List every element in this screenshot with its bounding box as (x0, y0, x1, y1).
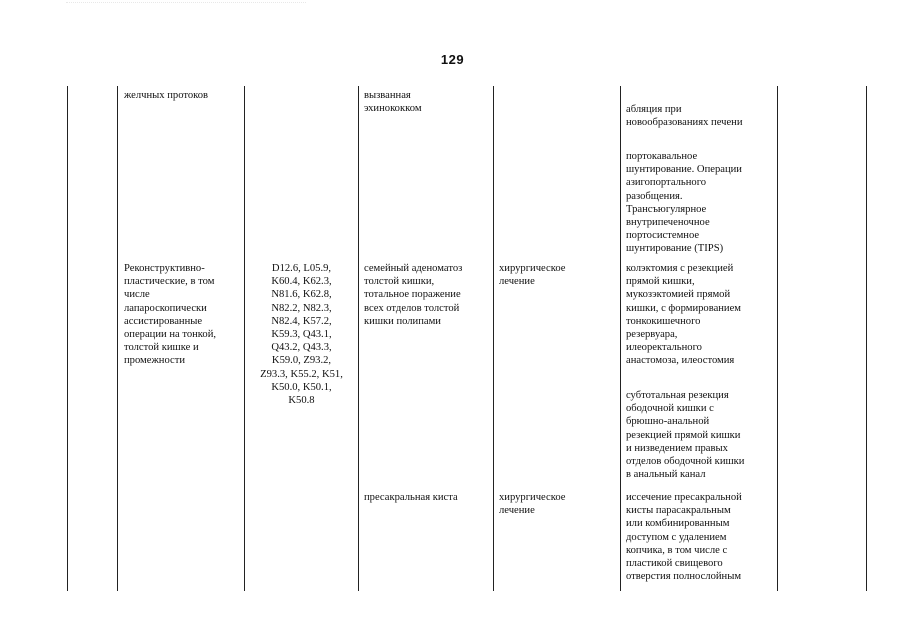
method-subtotal-resection: субтотальная резекция ободочной кишки с брюшно-анальной резекцией прямой кишки и низведением правых отделов ободочной кишки в анальный канал (626, 390, 745, 481)
page-number: 129 (440, 52, 465, 67)
method-cyst-excision: иссечение пресакральной кисты парасакральным или комбинированным доступом с удалением копчика, в том числе с пластикой свищевого отверстия полнослойным (626, 492, 742, 583)
icd-codes: D12.6, L05.9, K60.4, K62.3, N81.6, K62.8, N82.2, N82.3, N82.4, K57.2, K59.3, Q43.1, Q43.2, Q43.3, K59.0, Z93.2, Z93.3, K55.2, K51, K50.0, K50.1, K50.8 (260, 263, 343, 407)
portal-shunting-methods: портокавальное шунтирование. Операции азигопортального разобщения. Трансъюгулярное внутрипеченочное портосистемное шунтирование (TIPS) (626, 151, 742, 255)
table-border-4 (358, 86, 359, 591)
disease-presacral-cyst: пресакральная киста (364, 492, 458, 503)
treatment-type-surgical: хирургическое лечение (499, 263, 566, 288)
table-border-6 (620, 86, 621, 591)
scan-artifact (66, 2, 306, 4)
table-border-3 (244, 86, 245, 591)
disease-adenomatosis: семейный аденоматоз толстой кишки, тотальное поражение всех отделов толстой кишки полипами (364, 263, 463, 327)
procedure-group-name: Реконструктивно- пластические, в том числе лапароскопически ассистированные операции на тонкой, толстой кишке и промежности (124, 263, 217, 367)
table-border-5 (493, 86, 494, 591)
top-row-procedure-group: желчных протоков (124, 90, 209, 101)
table-border-7 (777, 86, 778, 591)
table-border-2 (117, 86, 118, 591)
table-border-1 (67, 86, 68, 591)
top-row-disease: вызванная эхинококком (364, 90, 422, 115)
table-border-8 (866, 86, 867, 591)
top-row-treatment-method: абляция при новообразованиях печени (626, 104, 743, 129)
treatment-type-surgical-2: хирургическое лечение (499, 492, 566, 517)
method-colectomy: колэктомия с резекцией прямой кишки, мукозэктомией прямой кишки, с формированием тонкокишечного резервуара, илеоректального анастомоза, илеостомия (626, 263, 742, 367)
